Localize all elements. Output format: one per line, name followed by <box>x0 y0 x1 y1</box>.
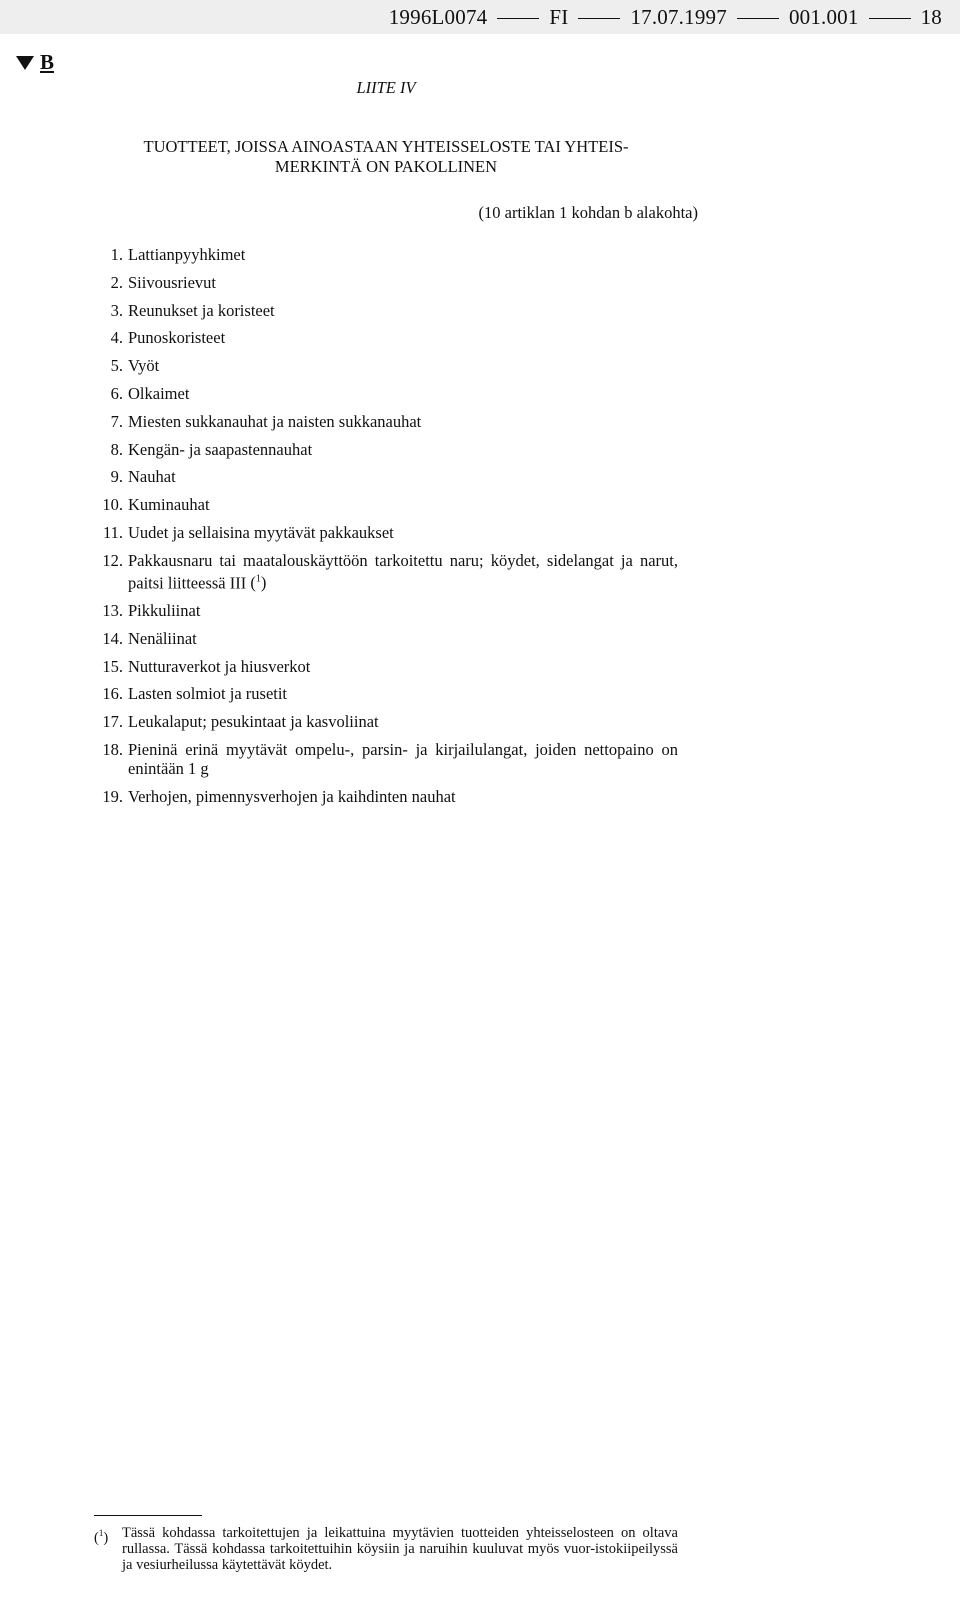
article-reference: (10 artiklan 1 kohdan b alakohta) <box>478 203 698 222</box>
list-item-text: Siivousrievut <box>128 272 217 292</box>
document-title <box>94 137 678 177</box>
list-item-text: Pakkausnaru tai maatalouskäyttöön tarkoitettu naru; köydet, sidelangat ja narut, paitsi liitteessä III ($^1$) <box>128 550 678 593</box>
list-item-number: 14. <box>102 628 123 648</box>
list-item-number: 1. <box>110 245 123 264</box>
list-item <box>94 440 678 459</box>
list-item-number: 19. <box>102 786 123 806</box>
header-date: 17.07.1997 <box>630 5 727 29</box>
list-item <box>94 384 678 403</box>
header-page-number: 18 <box>920 5 942 29</box>
list-item-number: 2. <box>110 272 123 292</box>
list-item-number: 8. <box>110 439 123 459</box>
list-item <box>94 657 678 676</box>
header-separator <box>869 18 911 19</box>
list-item <box>94 523 678 542</box>
list-item-text: Verhojen, pimennysverhojen ja kaihdinten nauhat <box>128 786 456 806</box>
list-item-text: Punoskoristeet <box>128 328 226 348</box>
footnote-text: Tässä kohdassa tarkoitettujen ja leikattuina myytävien tuotteiden yhteisselosteen on oltava rullassa. Tässä kohdassa tarkoitettuihin köysiin ja naruihin kuuluvat myös vuor-istokiipeilyssä ja vesiurheilussa käytettävät köydet. <box>122 1525 678 1573</box>
page-header <box>0 0 960 34</box>
list-item <box>94 356 678 375</box>
header-doc-id: 1996L0074 <box>388 5 488 29</box>
list-item <box>94 495 678 514</box>
document-title-line: MERKINTÄ ON PAKOLLINEN <box>274 157 498 176</box>
footnote-reference[interactable]: ($^1$) <box>246 573 267 593</box>
amendment-marker <box>16 50 54 75</box>
list-item-number: 10. <box>102 495 123 515</box>
list-item-text: Vyöt <box>128 356 160 376</box>
header-separator <box>497 18 539 19</box>
list-item <box>94 629 678 648</box>
list-item-number: 13. <box>102 601 123 621</box>
product-list <box>94 245 678 815</box>
list-item <box>94 273 678 292</box>
list-item-text: Nenäliinat <box>128 628 197 648</box>
list-item-text: Lasten solmiot ja rusetit <box>128 684 288 704</box>
header-reference <box>389 5 942 30</box>
list-item-text: Miesten sukkanauhat ja naisten sukkanauhat <box>128 411 422 431</box>
header-lang: FI <box>549 5 569 29</box>
list-item-text: Kengän- ja saapastennauhat <box>128 439 313 459</box>
header-separator <box>578 18 620 19</box>
list-item <box>94 551 678 593</box>
footnote-divider <box>94 1515 202 1516</box>
list-item-number: 4. <box>110 328 123 348</box>
list-item-number: 11. <box>102 522 123 542</box>
list-item-number: 3. <box>110 300 123 320</box>
list-item <box>94 301 678 320</box>
document-title-line: TUOTTEET, JOISSA AINOASTAAN YHTEISSELOSTE TAI YHTEIS- <box>143 137 629 156</box>
list-item <box>94 328 678 347</box>
footnote-mark: ($^1$) <box>94 1528 109 1546</box>
list-item <box>94 467 678 486</box>
list-item-number: 7. <box>110 411 123 431</box>
footnote <box>94 1525 678 1573</box>
amendment-marker-letter: B <box>40 50 55 74</box>
list-item-number: 18. <box>102 740 123 760</box>
annex-title: LIITE IV <box>356 78 416 97</box>
list-item-number: 9. <box>110 467 123 487</box>
list-item-text: Nutturaverkot ja hiusverkot <box>128 656 311 676</box>
list-item-text: Pieninä erinä myytävät ompelu-, parsin- ja kirjailulangat, joiden nettopaino on enintään 1 g <box>128 740 678 779</box>
list-item-text: Pikkuliinat <box>128 601 201 621</box>
list-item-number: 6. <box>110 383 123 403</box>
list-item <box>94 684 678 703</box>
triangle-down-icon <box>16 56 34 70</box>
list-item <box>94 245 678 264</box>
list-item-text: Uudet ja sellaisina myytävät pakkaukset <box>128 522 394 542</box>
list-item <box>94 740 678 778</box>
list-item-text: Nauhat <box>128 467 176 487</box>
list-item <box>94 787 678 806</box>
list-item <box>94 601 678 620</box>
list-item-number: 16. <box>102 684 123 704</box>
list-item <box>94 412 678 431</box>
list-item-number: 17. <box>102 712 123 732</box>
header-separator <box>737 18 779 19</box>
list-item-text: Leukalaput; pesukintaat ja kasvoliinat <box>128 712 379 732</box>
list-item <box>94 712 678 731</box>
list-item-number: 15. <box>102 656 123 676</box>
list-item-text: Kuminauhat <box>128 495 210 515</box>
list-item-text: Lattianpyyhkimet <box>128 245 246 264</box>
list-item-text: Reunukset ja koristeet <box>128 300 275 320</box>
list-item-number: 5. <box>110 356 123 376</box>
header-version: 001.001 <box>788 5 859 29</box>
list-item-number: 12. <box>102 550 123 570</box>
list-item-text: Olkaimet <box>128 383 190 403</box>
